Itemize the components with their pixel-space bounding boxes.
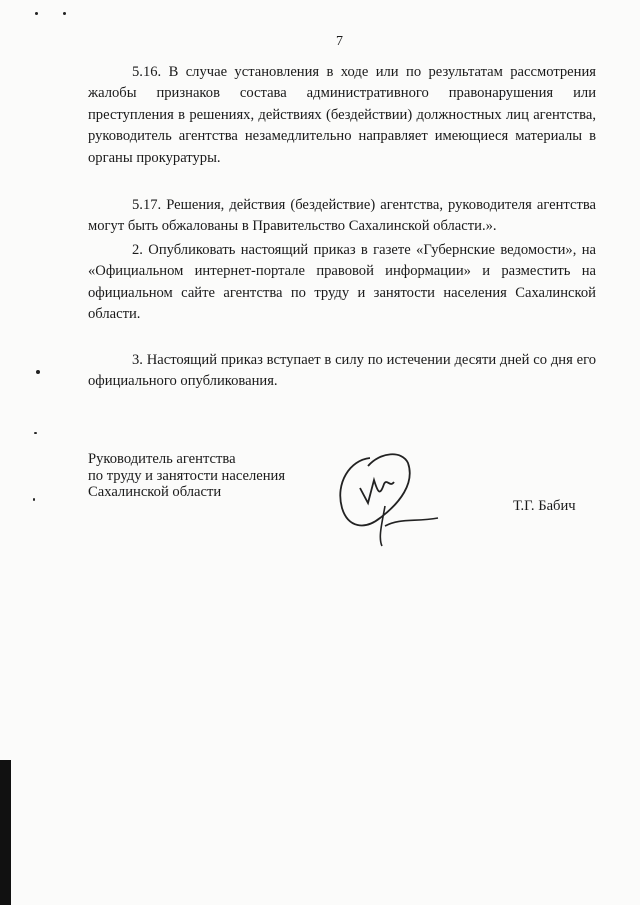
signatory-title-line-2: по труду и занятости населения [88, 467, 286, 484]
scan-speck [33, 498, 35, 501]
scan-speck [35, 12, 38, 15]
scan-speck [36, 370, 40, 374]
signatory-title-line-1: Руководитель агентства [88, 451, 236, 467]
signatory-name: Т.Г. Бабич [513, 498, 576, 514]
scan-speck [34, 432, 37, 434]
paragraph-5-16: 5.16. В случае установления в ходе или по результатам рассмотрения жалобы признаков состава административного правонарушения или преступления в решениях, действиях (бездействии) должностных лиц агентства, руководитель агентства незамедлительно направляет имеющиеся материалы в органы прокуратуры. [88, 64, 596, 166]
scan-edge-shadow [0, 760, 11, 905]
signatory-title-line-3: Сахалинской области [88, 484, 222, 500]
page-number: 7 [336, 34, 343, 49]
signatory-title [88, 451, 308, 501]
paragraph-2: 2. Опубликовать настоящий приказ в газете «Губернские ведомости», на «Официальном интернет-портале правовой информации» и разместить на официальном сайте агентства по труду и занятости населения Сахалинской области. [88, 242, 596, 323]
paragraph-3: 3. Настоящий приказ вступает в силу по истечении десяти дней со дня его официального опубликования. [88, 352, 596, 390]
paragraph-5-17: 5.17. Решения, действия (бездействие) агентства, руководителя агентства могут быть обжалованы в Правительство Сахалинской области.». [88, 197, 596, 235]
scan-speck [63, 12, 66, 15]
handwritten-signature [330, 448, 450, 553]
